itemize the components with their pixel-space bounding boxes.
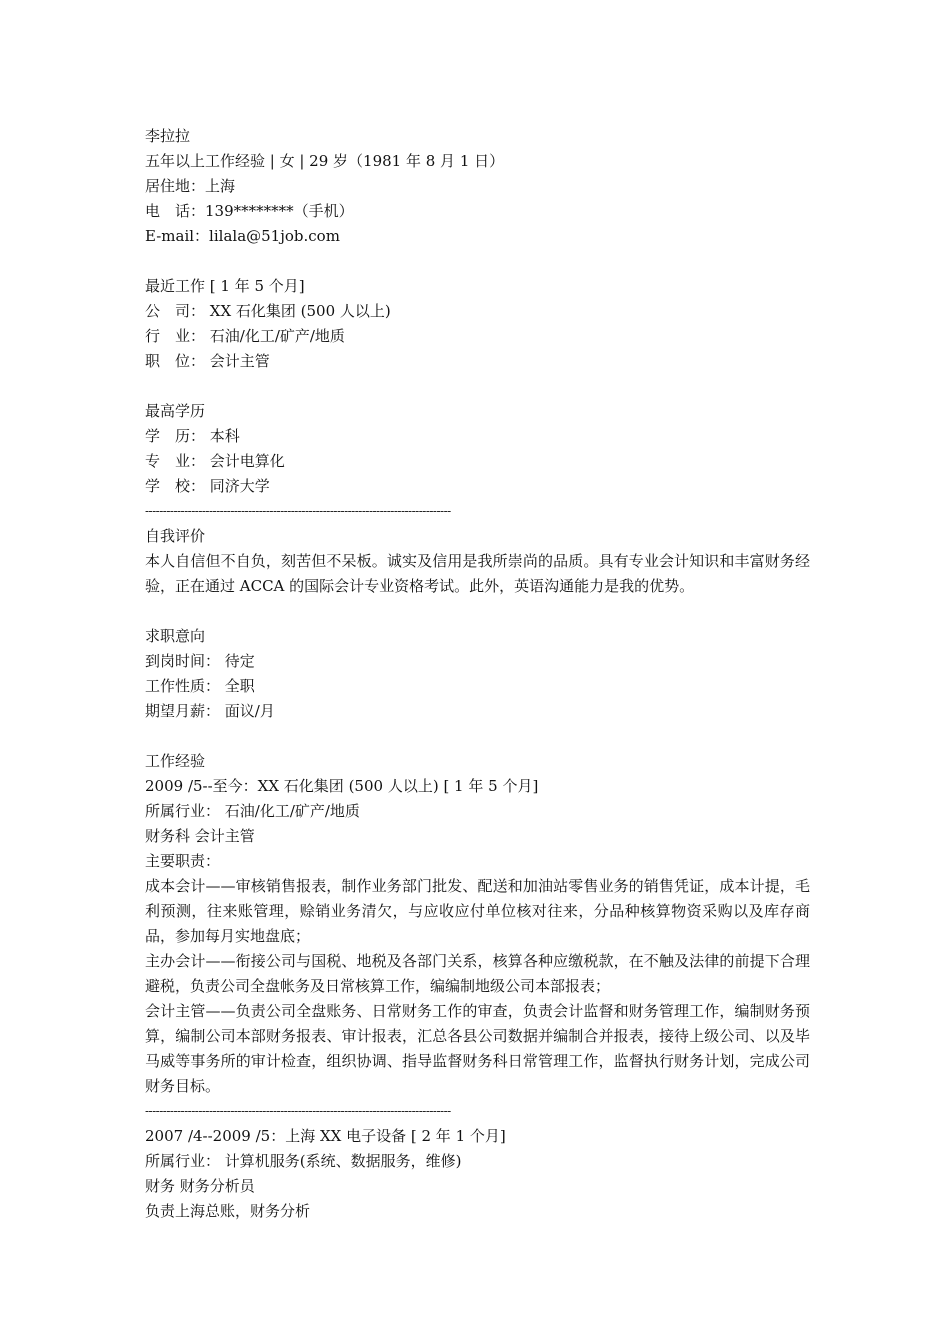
resume-document xyxy=(145,124,810,1224)
experience-title: 工作经验 xyxy=(145,752,206,770)
candidate-email[interactable]: E-mail：lilala@51job.com xyxy=(145,227,340,245)
job-intention-type: 工作性质： 全职 xyxy=(145,677,255,695)
recent-work-industry: 行 业： 石油/化工/矿产/地质 xyxy=(145,327,345,345)
job-2-dept-role: 财务 财务分析员 xyxy=(145,1177,255,1195)
spacer xyxy=(145,249,810,274)
spacer xyxy=(145,599,810,624)
job-intention-salary: 期望月薪： 面议/月 xyxy=(145,702,275,720)
job-1-duty-accounting-supervisor: 会计主管——负责公司全盘账务、日常财务工作的审查，负责会计监督和财务管理工作，编制财务预算，编制公司本部财务报表、审计报表，汇总各县公司数据并编制合并报表，接待上级公司、以及毕马威等事务所的审计检查，组织协调、指导监督财务科日常管理工作，监督执行财务计划，完成公司财务目标。 xyxy=(145,1002,810,1095)
job-intention-title: 求职意向 xyxy=(145,627,206,645)
candidate-phone: 电 话：139********（手机） xyxy=(145,202,354,220)
education-major: 专 业： 会计电算化 xyxy=(145,452,285,470)
self-evaluation-text: 本人自信但不自负，刻苦但不呆板。诚实及信用是我所崇尚的品质。具有专业会计知识和丰富财务经验，正在通过 ACCA 的国际会计专业资格考试。此外，英语沟通能力是我的优势。 xyxy=(145,552,810,595)
recent-work-title: 最近工作 [ 1 年 5 个月] xyxy=(145,277,305,295)
job-1-duty-cost-accounting: 成本会计——审核销售报表，制作业务部门批发、配送和加油站零售业务的销售凭证，成本计提，毛利预测，往来账管理，赊销业务清欠，与应收应付单位核对往来，分品种核算物资采购以及库存商品，参加每月实地盘底； xyxy=(145,877,810,945)
job-1-industry: 所属行业： 石油/化工/矿产/地质 xyxy=(145,802,360,820)
candidate-name: 李拉拉 xyxy=(145,127,191,145)
job-1-period: 2009 /5--至今：XX 石化集团 (500 人以上) [ 1 年 5 个月] xyxy=(145,777,539,795)
section-divider: -------------------------------------------------------------------------------------- xyxy=(145,504,451,518)
job-2-period: 2007 /4--2009 /5：上海 XX 电子设备 [ 2 年 1 个月] xyxy=(145,1127,506,1145)
job-2-industry: 所属行业： 计算机服务(系统、数据服务，维修) xyxy=(145,1152,462,1170)
education-school: 学 校： 同济大学 xyxy=(145,477,270,495)
job-intention-start-time: 到岗时间： 待定 xyxy=(145,652,255,670)
job-1-dept-role: 财务科 会计主管 xyxy=(145,827,255,845)
self-evaluation-title: 自我评价 xyxy=(145,527,206,545)
section-divider: -------------------------------------------------------------------------------------- xyxy=(145,1104,451,1118)
recent-work-company: 公 司： XX 石化集团 (500 人以上) xyxy=(145,302,391,320)
candidate-residence: 居住地：上海 xyxy=(145,177,236,195)
job-1-duties-title: 主要职责： xyxy=(145,852,221,870)
recent-work-position: 职 位： 会计主管 xyxy=(145,352,270,370)
education-title: 最高学历 xyxy=(145,402,206,420)
spacer xyxy=(145,374,810,399)
job-2-description: 负责上海总账，财务分析 xyxy=(145,1202,311,1220)
job-1-duty-chief-accountant: 主办会计——衔接公司与国税、地税及各部门关系，核算各种应缴税款，在不触及法律的前提下合理避税，负责公司全盘帐务及日常核算工作，编编制地级公司本部报表； xyxy=(145,952,810,995)
candidate-summary: 五年以上工作经验 | 女 | 29 岁（1981 年 8 月 1 日） xyxy=(145,152,505,170)
spacer xyxy=(145,724,810,749)
education-degree: 学 历： 本科 xyxy=(145,427,240,445)
